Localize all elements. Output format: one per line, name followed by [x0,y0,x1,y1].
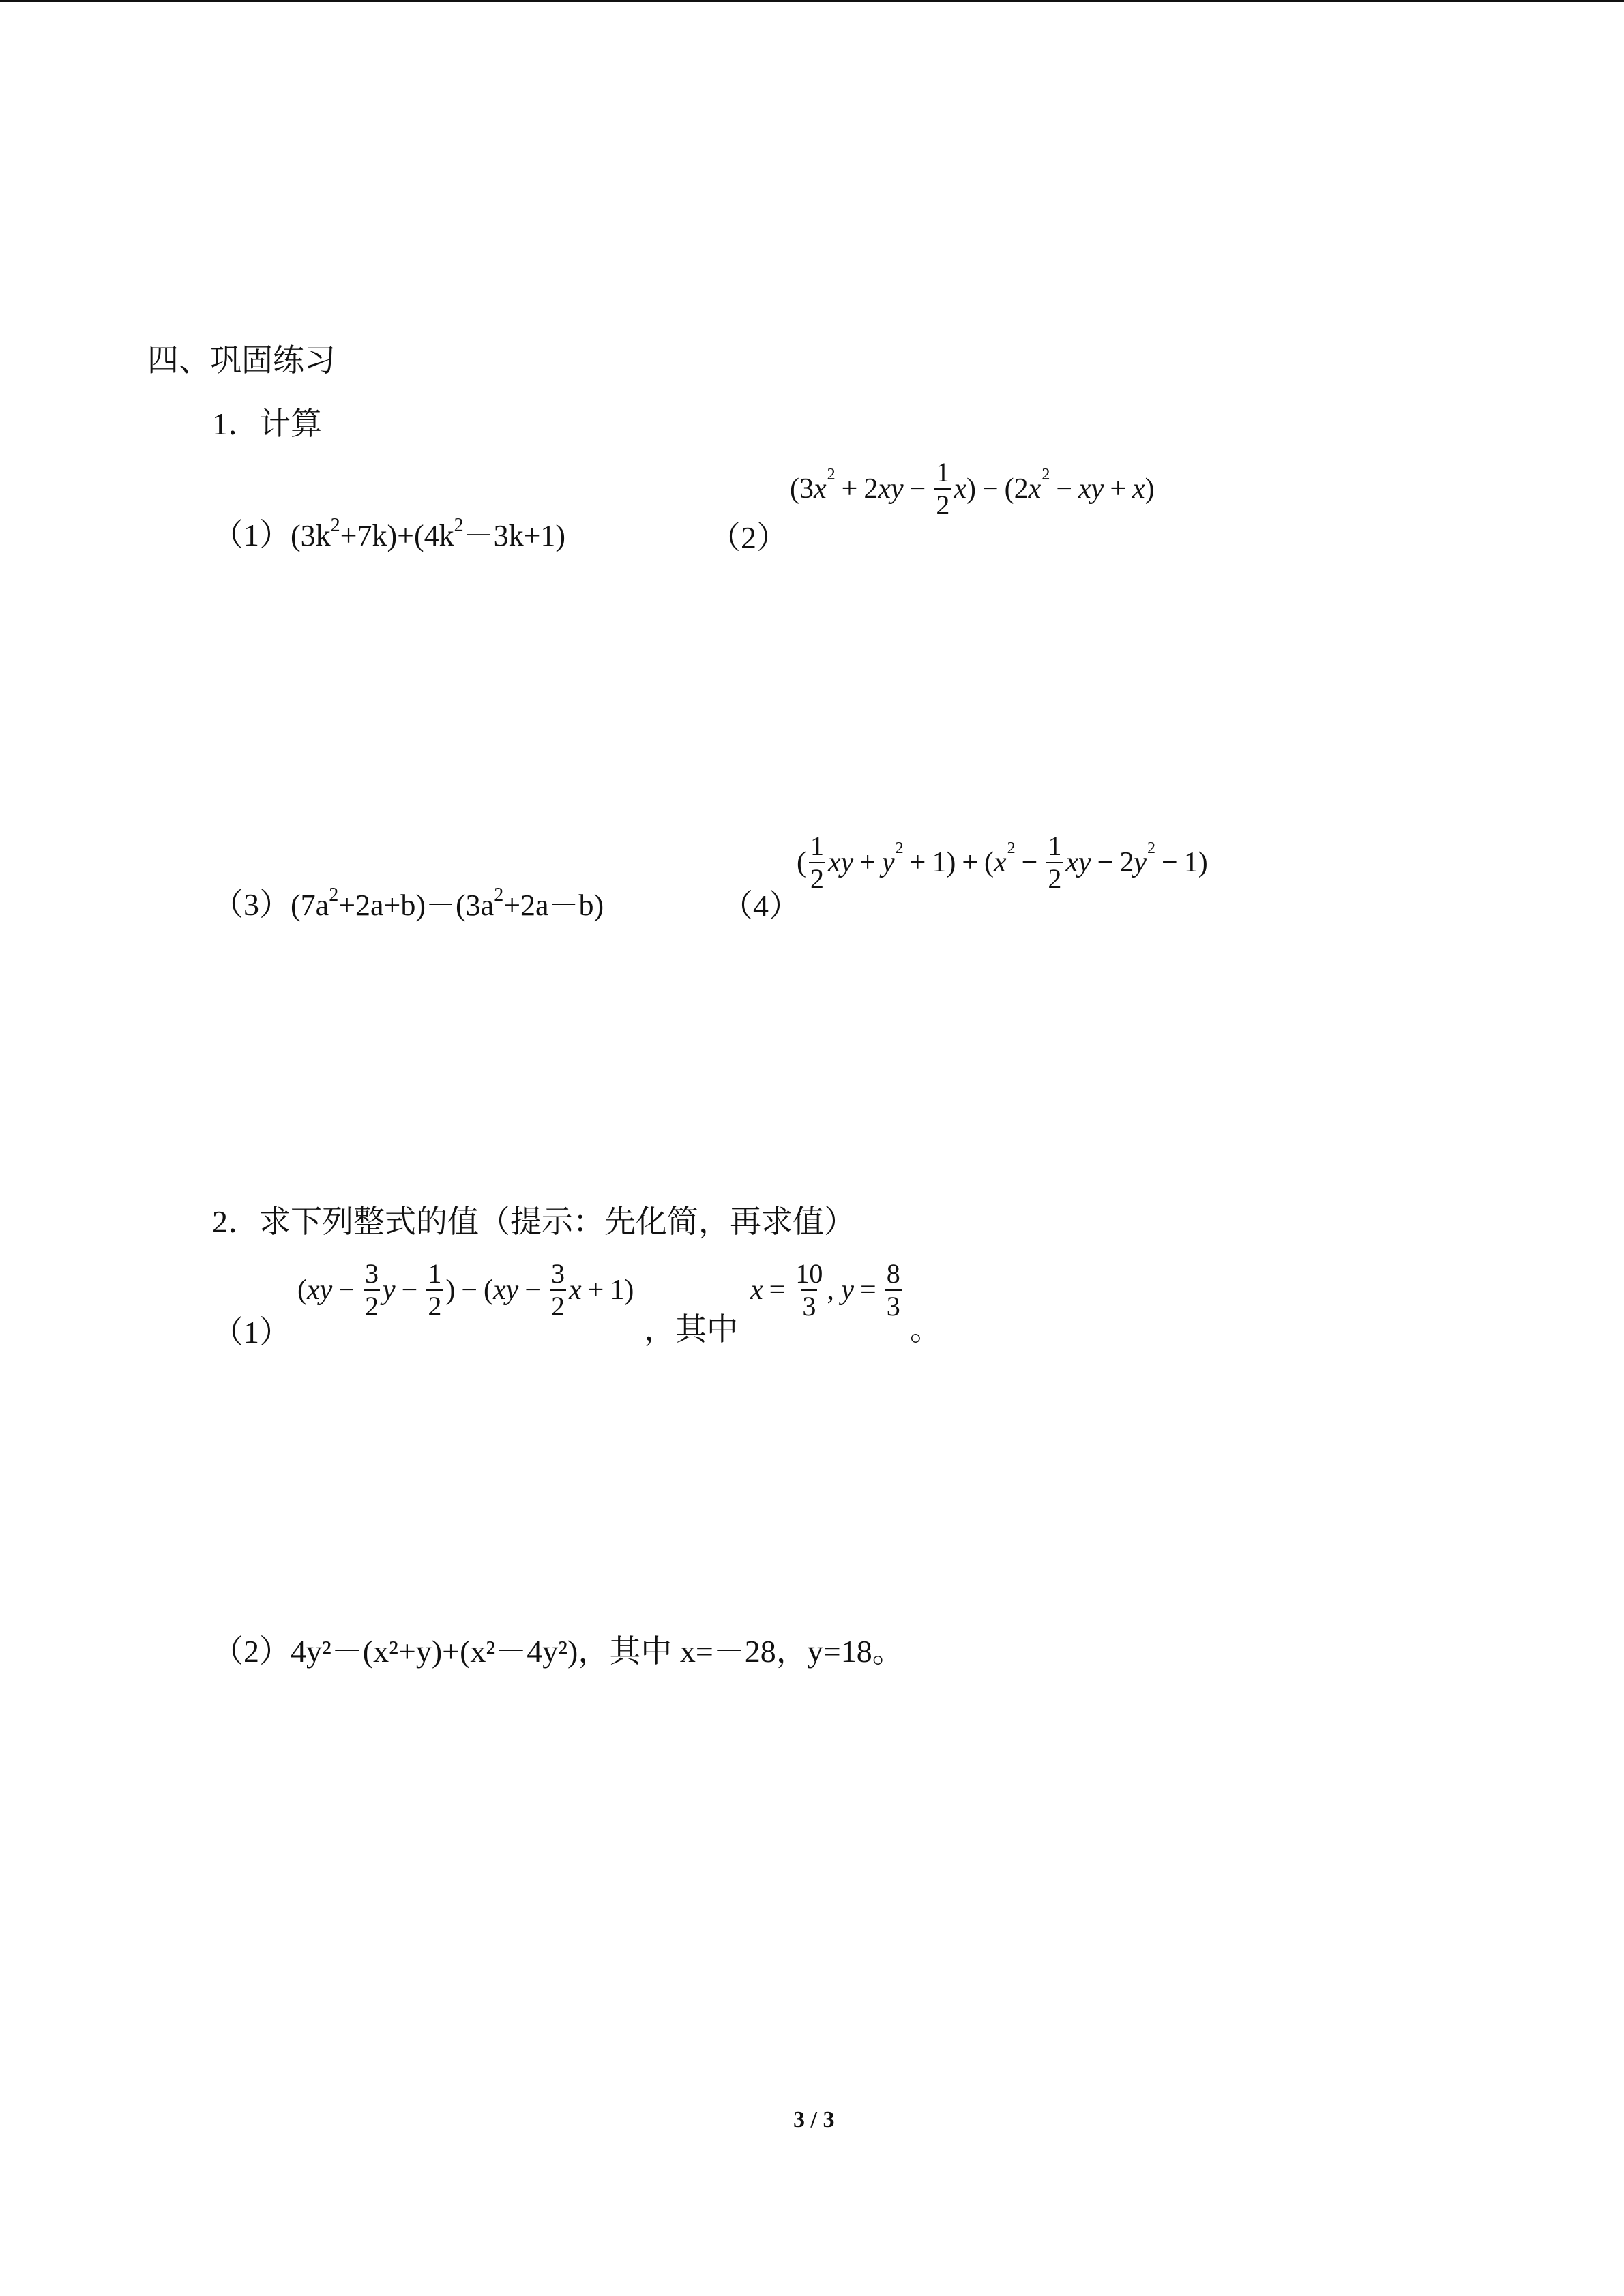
q1-p1 [212,510,565,555]
top-border-line [0,0,1624,2]
q1-p4-label: （4） [722,889,800,923]
page-number: 3 / 3 [793,2107,835,2132]
q1-p2-label: （2） [709,520,788,555]
q2-heading: 2．求下列整式的值（提示：先化简，再求值） [212,1204,855,1239]
q2-p1-label: （1） [212,1315,291,1350]
section-title: 四、巩固练习 [147,343,336,378]
q1-p1-expr: $(3k^2+7k)+(4k^2-3k+1)$ [291,515,566,552]
q2-p1-formula: ( xy − $\frac{3}{2}$ y − $\frac{1}{2}$ ) − ( xy − $\frac{3}{2}$ x + 1) [297,1258,634,1322]
q2-p1-values: x = $\frac{10}{3}$ , y = $\frac{8}{3}$ [750,1258,900,1322]
q1-p4-formula: ( $\frac{1}{2}$ xy + y 2 + 1) + ( x 2 − $\frac{1}{2}$ xy − 2 y 2 − 1) [797,831,1208,894]
q1-p1-label: （1） [212,518,291,552]
q1-p3-label: （3） [212,887,291,922]
q1-p3-expr: $(7a^2+2a+b)-(3a^2+2a-b)$ [291,884,604,922]
q2-p1-end: 。 [910,1312,941,1347]
q1-p2-formula: (3 x 2 + 2 xy − $\frac{1}{2}$ x ) − (2 x 2 − xy + x ) [790,457,1155,520]
q1-p3 [212,880,604,925]
q2-p1-where: ，其中 [644,1312,738,1347]
q1-heading: 1．计算 [212,406,322,441]
q2-p2: （2）4y²－(x²+y)+(x²－4y²)，其中 x=－28，y=18。 [212,1634,904,1669]
